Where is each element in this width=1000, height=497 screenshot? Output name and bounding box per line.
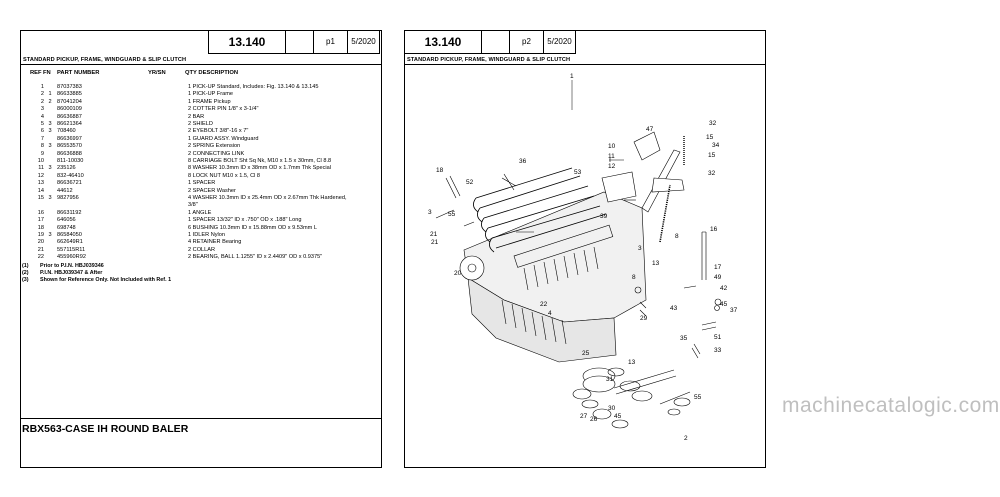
page-number: p1 <box>313 31 347 53</box>
right-diagram-page <box>384 0 1000 497</box>
callout-number: 8 <box>632 274 636 281</box>
footnote <box>0 263 384 270</box>
table-row <box>0 225 384 232</box>
part-number-cell: 86553570 <box>57 143 82 150</box>
col-yrsn-header: YR/SN <box>148 70 166 76</box>
footnote-text: P.I.N. HBJ039347 & After <box>40 269 103 276</box>
table-row <box>0 247 384 254</box>
callout-number: 52 <box>466 179 474 186</box>
callout-number: 47 <box>646 126 654 133</box>
callout-number: 42 <box>720 285 728 292</box>
callout-number: 39 <box>600 213 608 220</box>
ref-cell: 21 <box>37 246 44 253</box>
description-cell: 2 COTTER PIN 1/8" x 3-1/4" <box>188 106 259 113</box>
part-number-cell: 86636888 <box>57 150 82 157</box>
part-number-cell: 86636997 <box>57 135 82 142</box>
callout-number: 12 <box>608 163 616 170</box>
description-cell: 1 PICK-UP Standard, Includes: Fig. 13.140 & 13.145 <box>188 84 319 90</box>
fn-cell: 3 <box>48 121 52 127</box>
footnote-mark: (3) <box>22 277 29 283</box>
part-number-cell: 811-10030 <box>57 158 84 164</box>
callout-number: 31 <box>606 376 614 383</box>
callout-number: 21 <box>431 239 439 246</box>
table-row <box>0 121 384 128</box>
footnote-text: Prior to P.I.N. HBJ039346 <box>40 262 104 269</box>
callout-number: 13 <box>652 260 660 267</box>
col-qty-description-header: QTY DESCRIPTION <box>185 70 239 76</box>
description-cell: 1 SPACER 13/32" ID x .750" OD x .188" Long <box>188 217 302 224</box>
description-cell: 1 FRAME Pickup <box>188 98 231 105</box>
description-cell: 4 WASHER 10.3mm ID x 25.4mm OD x 2.67mm Thk Hardened, <box>188 195 347 201</box>
callout-number: 49 <box>714 274 722 281</box>
callout-number: 29 <box>640 315 648 322</box>
callout-number: 37 <box>730 307 738 314</box>
ref-cell: 5 <box>40 121 44 127</box>
footnote-mark: (1) <box>22 262 29 269</box>
table-row <box>0 202 384 209</box>
fn-cell: 3 <box>48 143 52 150</box>
callout-number: 13 <box>628 359 636 366</box>
fn-cell: 1 <box>48 91 52 98</box>
col-ref-header: REF <box>30 70 42 76</box>
part-number-cell: 86000109 <box>57 106 82 113</box>
left-header-box <box>208 30 380 54</box>
ref-cell: 16 <box>37 209 44 216</box>
callout-number: 51 <box>714 334 722 341</box>
footnote <box>0 277 384 284</box>
callout-number: 15 <box>706 134 714 141</box>
description-cell: 8 CARRIAGE BOLT Sht Sq Nk, M10 x 1.5 x 30mm, Cl 8.8 <box>188 158 332 164</box>
callout-number: 33 <box>714 347 722 354</box>
table-row <box>0 188 384 195</box>
part-number-cell: 646056 <box>57 217 76 224</box>
section-title: STANDARD PICKUP, FRAME, WINDGUARD & SLIP CLUTCH <box>23 57 187 63</box>
table-row <box>0 173 384 180</box>
ref-cell: 7 <box>40 135 44 142</box>
description-cell: 8 WASHER 10.3mm ID x 38mm OD x 1.7mm Thk Special <box>188 165 331 172</box>
description-cell: 8 LOCK NUT M10 x 1.5, Cl 8 <box>188 172 261 179</box>
ref-cell: 12 <box>37 172 44 179</box>
description-cell: 1 ANGLE <box>188 209 212 216</box>
ref-cell: 20 <box>37 239 44 246</box>
blank-cell <box>285 31 313 53</box>
footnote-mark: (2) <box>22 269 29 276</box>
page-number: p2 <box>509 31 543 53</box>
callout-number: 2 <box>684 435 688 442</box>
table-row <box>0 210 384 217</box>
table-row <box>0 254 384 261</box>
description-cell: 6 BUSHING 10.3mm ID x 15.88mm OD x 9.53mm L <box>188 224 318 231</box>
callout-number: 17 <box>714 264 722 271</box>
table-row <box>0 195 384 202</box>
part-number-cell: 87041204 <box>57 98 82 105</box>
table-row <box>0 217 384 224</box>
table-row <box>0 151 384 158</box>
divider <box>20 418 381 419</box>
table-row <box>0 165 384 172</box>
description-cell: 2 EYEBOLT 3/8"-16 x 7" <box>188 128 249 135</box>
part-number-cell: 455960R92 <box>57 254 86 261</box>
table-row <box>0 136 384 143</box>
ref-cell: 18 <box>37 224 44 231</box>
table-row <box>0 232 384 239</box>
callout-number: 32 <box>708 170 716 177</box>
table-row <box>0 106 384 113</box>
callout-number: 35 <box>680 335 688 342</box>
callout-number: 22 <box>540 301 548 308</box>
machine-title: RBX563-CASE IH ROUND BALER <box>22 423 189 435</box>
table-row <box>0 239 384 246</box>
table-row <box>0 84 384 91</box>
ref-cell: 15 <box>37 195 44 201</box>
callout-number: 18 <box>436 167 444 174</box>
divider <box>20 64 381 65</box>
ref-cell: 14 <box>37 187 44 194</box>
description-cell: 2 BAR <box>188 113 205 120</box>
description-cell: 2 COLLAR <box>188 246 216 253</box>
part-number-cell: 708460 <box>57 128 76 135</box>
part-number-cell: 235126 <box>57 165 76 172</box>
fn-cell: 3 <box>48 128 52 135</box>
description-cell: 4 RETAINER Bearing <box>188 239 242 246</box>
description-cell: 1 SPACER <box>188 180 216 187</box>
description-cell: 2 SPACER Washer <box>188 187 236 194</box>
callout-number: 21 <box>430 231 438 238</box>
ref-cell: 1 <box>40 84 44 90</box>
part-number-cell: 662649R1 <box>57 239 83 246</box>
callout-number: 45 <box>720 301 728 308</box>
ref-cell: 10 <box>37 158 44 164</box>
description-cell: 1 IDLER Nylon <box>188 232 225 238</box>
description-cell: 3/8" <box>188 202 198 209</box>
callout-number: 11 <box>608 153 615 160</box>
table-row <box>0 158 384 165</box>
part-number-cell: 86631192 <box>57 209 82 216</box>
col-part-number-header: PART NUMBER <box>57 70 100 76</box>
watermark-text: machinecatalogic.com <box>782 394 1000 417</box>
description-cell: 1 GUARD ASSY. Windguard <box>188 135 259 142</box>
description-cell: 1 PICK-UP Frame <box>188 91 233 98</box>
part-number-cell: 557115R11 <box>57 246 86 253</box>
part-number-cell: 87037383 <box>57 84 82 90</box>
part-number-cell: 86584050 <box>57 232 82 238</box>
diagram-art <box>436 132 721 428</box>
footnote-text: Shown for Reference Only. Not Included with Ref. 1 <box>40 277 172 283</box>
description-cell: 2 SPRING Extension <box>188 143 241 150</box>
table-row <box>0 128 384 135</box>
part-number-cell: 698748 <box>57 224 76 231</box>
callout-number: 25 <box>582 350 590 357</box>
callout-number: 53 <box>574 169 582 176</box>
part-number-cell: 86636721 <box>57 180 82 187</box>
part-number-cell: 44612 <box>57 187 73 194</box>
page-date: 5/2020 <box>347 31 379 53</box>
ref-cell: 11 <box>38 165 44 172</box>
page-code: 13.140 <box>424 35 462 49</box>
callout-number: 3 <box>638 245 642 252</box>
ref-cell: 13 <box>37 180 44 187</box>
footnote <box>0 270 384 277</box>
ref-cell: 9 <box>40 150 44 157</box>
table-row <box>0 99 384 106</box>
ref-cell: 2 <box>40 98 44 105</box>
ref-cell: 22 <box>37 254 44 261</box>
ref-cell: 6 <box>40 128 44 135</box>
ref-cell: 4 <box>40 113 44 120</box>
callout-number: 32 <box>709 120 717 127</box>
callout-number: 55 <box>694 394 702 401</box>
col-fn-header: FN <box>43 70 51 76</box>
part-number-cell: 86636887 <box>57 113 82 120</box>
callout-number: 43 <box>670 305 678 312</box>
part-number-cell: 832-46410 <box>57 172 84 179</box>
page-date: 5/2020 <box>543 31 575 53</box>
callout-number: 27 <box>580 413 588 420</box>
fn-cell: 3 <box>48 165 52 172</box>
fn-cell: 2 <box>48 98 52 105</box>
ref-cell: 17 <box>37 217 44 224</box>
ref-cell: 19 <box>37 232 44 238</box>
callout-number: 10 <box>608 143 616 150</box>
left-parts-list-page <box>0 0 384 497</box>
part-number-cell: 9827956 <box>57 195 79 201</box>
ref-cell: 3 <box>40 106 44 113</box>
callout-number: 30 <box>608 405 616 412</box>
section-title: STANDARD PICKUP, FRAME, WINDGUARD & SLIP CLUTCH <box>407 57 571 63</box>
table-row <box>0 114 384 121</box>
callout-number: 16 <box>710 226 718 233</box>
ref-cell: 8 <box>40 143 44 150</box>
callout-number: 45 <box>614 413 622 420</box>
part-number-cell: 86621364 <box>57 121 82 127</box>
description-cell: 2 SHIELD <box>188 121 213 127</box>
table-row <box>0 91 384 98</box>
callout-number: 8 <box>675 233 679 240</box>
callout-number: 36 <box>519 158 527 165</box>
callout-number: 26 <box>590 416 598 423</box>
callout-number: 3 <box>428 209 432 216</box>
table-row <box>0 143 384 150</box>
part-number-cell: 86633885 <box>57 91 82 98</box>
table-row <box>0 180 384 187</box>
page-code: 13.140 <box>228 35 266 49</box>
callout-number: 20 <box>454 270 462 277</box>
callout-number: 15 <box>708 152 716 159</box>
callout-number: 1 <box>570 73 574 80</box>
fn-cell: 3 <box>48 232 52 238</box>
callout-number: 55 <box>448 211 456 218</box>
fn-cell: 3 <box>48 195 52 201</box>
callout-number: 34 <box>712 142 720 149</box>
callout-number: 4 <box>548 310 552 317</box>
ref-cell: 2 <box>40 91 44 98</box>
exploded-parts-diagram <box>384 0 768 497</box>
description-cell: 2 CONNECTING LINK <box>188 150 245 157</box>
description-cell: 2 BEARING, BALL 1.1255" ID x 2.4409" OD x 0.9375" <box>188 254 323 261</box>
